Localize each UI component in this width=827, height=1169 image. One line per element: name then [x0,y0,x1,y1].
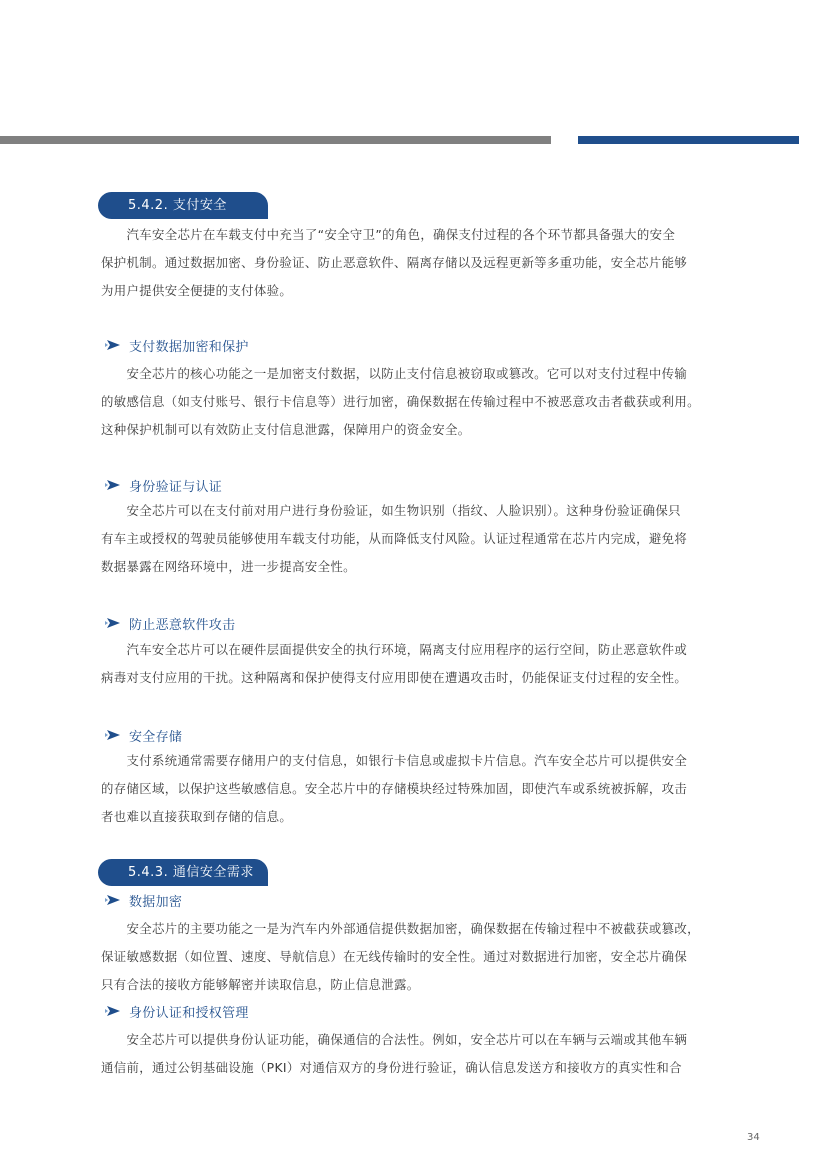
paragraph-line: 保护机制。通过数据加密、身份验证、防止恶意软件、隔离存储以及远程更新等多重功能，安全芯片能够 [101,255,688,270]
data-encryption-paragraph [101,915,731,999]
subheading-label: 数据加密 [129,894,183,910]
paragraph-line: 通信前，通过公钥基础设施（PKI）对通信双方的身份进行验证，确认信息发送方和接收方的真实性和合 [101,1060,682,1075]
paragraph-line: 有车主或授权的驾驶员能够使用车载支付功能，从而降低支付风险。认证过程通常在芯片内完成，避免将 [101,531,688,546]
section-5-4-2-intro [101,221,731,305]
paragraph-line: 数据暴露在网络环境中，进一步提高安全性。 [101,559,356,574]
payment-encryption-paragraph [101,360,731,444]
header-divider-gray [0,136,551,144]
subheading-label: 支付数据加密和保护 [129,339,249,355]
identity-verification-paragraph [101,497,731,581]
paragraph-line: 汽车安全芯片可以在硬件层面提供安全的执行环境，隔离支付应用程序的运行空间，防止恶意软件或 [101,642,688,657]
subheading-label: 身份认证和授权管理 [129,1005,249,1021]
paragraph-line: 的敏感信息（如支付账号、银行卡信息等）进行加密，确保数据在传输过程中不被恶意攻击者截获或利用。 [101,394,700,409]
subheading-malware-protection [104,613,235,633]
paragraph-line: 支付系统通常需要存储用户的支付信息，如银行卡信息或虚拟卡片信息。汽车安全芯片可以提供安全 [101,753,688,768]
paragraph-line: 安全芯片可以在支付前对用户进行身份验证，如生物识别（指纹、人脸识别）。这种身份验证确保只 [101,503,681,518]
subheading-label: 防止恶意软件攻击 [129,617,236,633]
secure-storage-paragraph [101,747,731,831]
arrow-bullet-icon [104,616,122,630]
malware-protection-paragraph [101,636,731,692]
subheading-label: 身份验证与认证 [129,479,223,495]
section-heading-5-4-3: 5.4.3. 通信安全需求 [98,859,268,886]
paragraph-line: 者也难以直接获取到存储的信息。 [101,809,293,824]
subheading-secure-storage [104,725,182,745]
paragraph-line: 汽车安全芯片在车载支付中充当了“安全守卫”的角色，确保支付过程的各个环节都具备强大的安全 [101,227,676,242]
subheading-auth-authorization [104,1001,249,1021]
subheading-identity-verification [104,475,222,495]
header-divider-blue [578,136,799,144]
subheading-label: 安全存储 [129,729,183,745]
subheading-payment-encryption [104,335,249,355]
arrow-bullet-icon [104,728,122,742]
paragraph-line: 这种保护机制可以有效防止支付信息泄露，保障用户的资金安全。 [101,422,471,437]
section-heading-5-4-2: 5.4.2. 支付安全 [98,192,268,219]
arrow-bullet-icon [104,338,122,352]
arrow-bullet-icon [104,1004,122,1018]
paragraph-line: 安全芯片的主要功能之一是为汽车内外部通信提供数据加密，确保数据在传输过程中不被截获或篡改， [101,921,700,936]
paragraph-line: 为用户提供安全便捷的支付体验。 [101,283,293,298]
page-number: 34 [747,1132,760,1143]
arrow-bullet-icon [104,478,122,492]
paragraph-line: 安全芯片的核心功能之一是加密支付数据，以防止支付信息被窃取或篡改。它可以对支付过程中传输 [101,366,688,381]
arrow-bullet-icon [104,893,122,907]
subheading-data-encryption [104,890,182,910]
auth-authorization-paragraph [101,1026,731,1082]
paragraph-line: 保证敏感数据（如位置、速度、导航信息）在无线传输时的安全性。通过对数据进行加密，安全芯片确保 [101,949,688,964]
paragraph-line: 安全芯片可以提供身份认证功能，确保通信的合法性。例如，安全芯片可以在车辆与云端或其他车辆 [101,1032,688,1047]
paragraph-line: 病毒对支付应用的干扰。这种隔离和保护使得支付应用即使在遭遇攻击时，仍能保证支付过程的安全性。 [101,670,688,685]
paragraph-line: 只有合法的接收方能够解密并读取信息，防止信息泄露。 [101,977,420,992]
paragraph-line: 的存储区域，以保护这些敏感信息。安全芯片中的存储模块经过特殊加固，即使汽车或系统被拆解，攻击 [101,781,688,796]
